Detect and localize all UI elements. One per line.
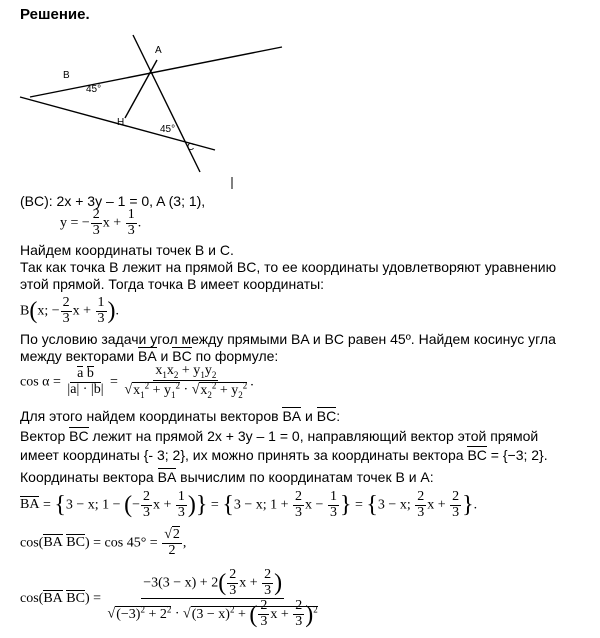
since-b-line2: этой прямой. Тогда точка B имеет координаты: — [20, 276, 325, 292]
label-angle-b: 45° — [86, 84, 102, 95]
find-vectors: Для этого найдем координаты векторов BA и BC: — [20, 408, 341, 424]
b-coordinates: B(x; − $\frac{2}{3}$ x + $\frac{1}{3}$ ). — [20, 295, 120, 326]
y-from-bc: y = − $\frac{2}{3}$ x + $\frac{1}{3}$ . — [60, 207, 142, 238]
label-a: A — [155, 45, 162, 56]
since-b-line1: Так как точка B лежит на прямой BC, то ее координаты удовлетворяют уравнению — [20, 259, 557, 275]
bc-equation: (BC): 2x + 3y – 1 = 0, A (3; 1), — [20, 193, 206, 209]
line-ah — [125, 60, 157, 118]
cos-45: cos(BA BC) = cos 45° = $\frac{√2}{2}$ , — [20, 527, 187, 558]
triangle-figure — [0, 0, 600, 200]
vector-bc-line1: Вектор BC лежит на прямой 2x + 3y – 1 = 0, направляющий вектор этой прямой — [20, 428, 539, 444]
vector-bc-line2: имеет координаты {- 3; 2}, их можно принять за координаты вектора BC = {−3; 2}. — [20, 447, 548, 463]
solution-heading: Решение. — [20, 6, 90, 23]
label-c: C — [187, 142, 195, 153]
label-b: B — [63, 70, 70, 81]
condition-line2: между векторами BA и BC по формуле: — [20, 348, 279, 364]
ba-coords-intro: Координаты вектора BA вычислим по координатам точек B и A: — [20, 469, 434, 485]
label-angle-c: 45° — [160, 124, 176, 135]
cosine-formula: cos α = $\frac{\text{a b}}{|a| \cdot |b|}$ = $\frac{x_1x_2 + y_1y_2}{√x_1^2 + y_1^2 \cdot √x_2^2 + y_2^2}$ . — [20, 363, 254, 400]
label-h: H — [117, 117, 125, 128]
ba-vector-calc: BA = {3 − x; 1 − (− $\frac{2}{3}$ x + $\frac{1}{3}$ )} = {3 − x; 1 + $\frac{2}{3}$ x − $\frac{1}{3}$ } = {3 − x; $\frac{2}{3}$ x + $\frac{2}{3}$ }. — [20, 489, 478, 520]
cos-equation: cos(BA BC) = −3(3 − x) + 2( $\frac{2}{3}$ x + $\frac{2}{3}$ ) $√(-3)^2 + 2^2 \cdot √(3 - x)^2$ + ( $\frac{2}{3}$ x + $\frac{2}{3}$ )$^2$ — [20, 567, 318, 630]
condition-line1: По условию задачи угол между прямыми BA и BC равен 45º. Найдем косинус угла — [20, 331, 556, 347]
find-bc-points: Найдем координаты точек B и C. — [20, 242, 234, 258]
